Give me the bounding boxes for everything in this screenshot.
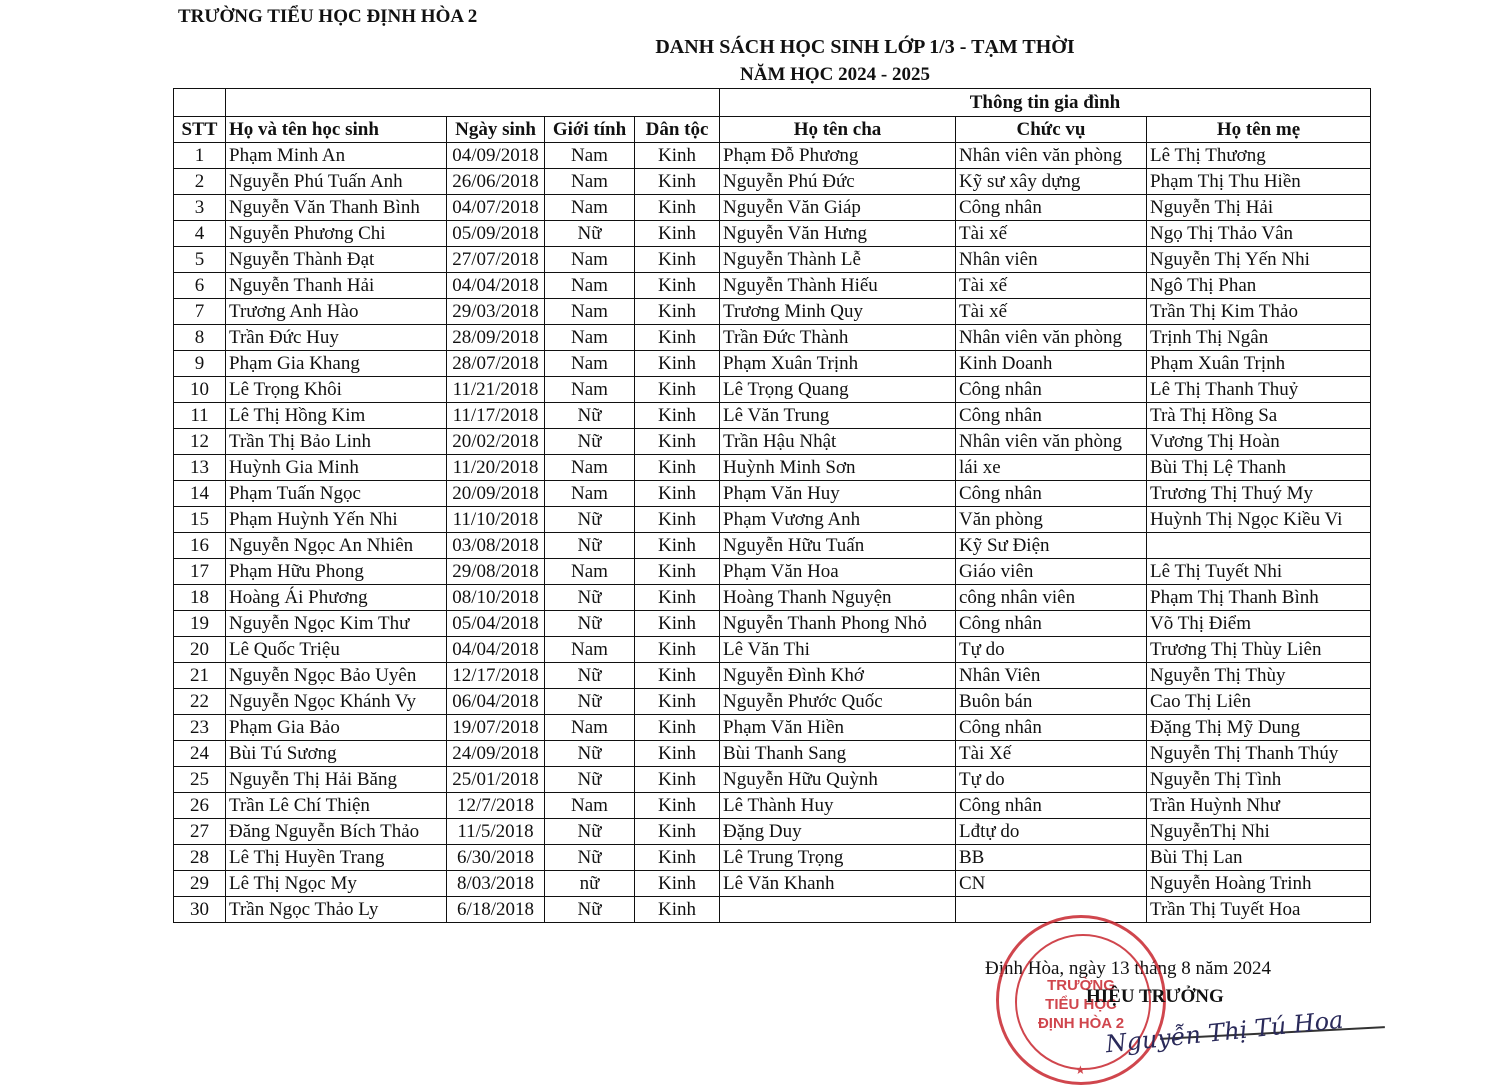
- col-ethnicity-cell: Kinh: [635, 741, 720, 767]
- table-row: [174, 559, 1371, 585]
- col-mother-name-header: Họ tên mẹ: [1147, 117, 1371, 143]
- col-father-name-cell: Nguyễn Thanh Phong Nhỏ: [720, 611, 956, 637]
- col-gender-cell: Nam: [545, 377, 635, 403]
- col-gender-cell: Nữ: [545, 403, 635, 429]
- col-student-name-cell: Huỳnh Gia Minh: [226, 455, 447, 481]
- col-student-name-cell: Trần Đức Huy: [226, 325, 447, 351]
- col-birthdate-cell: 12/7/2018: [447, 793, 545, 819]
- family-info-header: Thông tin gia đình: [720, 89, 1371, 117]
- col-birthdate-cell: 6/30/2018: [447, 845, 545, 871]
- col-ethnicity-cell: Kinh: [635, 403, 720, 429]
- col-mother-name-cell: Ngọ Thị Thảo Vân: [1147, 221, 1371, 247]
- col-father-name-cell: Lê Thành Huy: [720, 793, 956, 819]
- col-father-name-cell: Phạm Văn Hiền: [720, 715, 956, 741]
- col-student-name-cell: Trần Thị Bảo Linh: [226, 429, 447, 455]
- col-ethnicity-cell: Kinh: [635, 689, 720, 715]
- col-mother-name-cell: Đặng Thị Mỹ Dung: [1147, 715, 1371, 741]
- col-father-name-cell: [720, 897, 956, 923]
- table-row: [174, 871, 1371, 897]
- table-row: [174, 637, 1371, 663]
- col-ethnicity-cell: Kinh: [635, 377, 720, 403]
- col-mother-name-cell: Trương Thị Thuý My: [1147, 481, 1371, 507]
- col-gender-cell: Nữ: [545, 507, 635, 533]
- col-gender-cell: Nữ: [545, 221, 635, 247]
- col-student-name-cell: Phạm Hữu Phong: [226, 559, 447, 585]
- col-ethnicity-cell: Kinh: [635, 273, 720, 299]
- col-ethnicity-cell: Kinh: [635, 897, 720, 923]
- col-gender-cell: Nữ: [545, 741, 635, 767]
- col-ethnicity-cell: Kinh: [635, 585, 720, 611]
- table-row: [174, 325, 1371, 351]
- col-gender-cell: Nam: [545, 169, 635, 195]
- col-birthdate-cell: 24/09/2018: [447, 741, 545, 767]
- col-occupation-cell: Công nhân: [956, 195, 1147, 221]
- col-student-name-header: Họ và tên học sinh: [226, 117, 447, 143]
- col-mother-name-cell: Nguyễn Thị Yến Nhi: [1147, 247, 1371, 273]
- col-birthdate-cell: 20/02/2018: [447, 429, 545, 455]
- table-row: [174, 767, 1371, 793]
- col-gender-cell: Nữ: [545, 663, 635, 689]
- col-birthdate-cell: 25/01/2018: [447, 767, 545, 793]
- col-student-name-cell: Trương Anh Hào: [226, 299, 447, 325]
- col-student-name-cell: Trần Lê Chí Thiện: [226, 793, 447, 819]
- col-father-name-cell: Phạm Đỗ Phương: [720, 143, 956, 169]
- col-stt-cell: 5: [174, 247, 226, 273]
- col-gender-cell: nữ: [545, 871, 635, 897]
- principal-signature: Nguyễn Thị Tú Hoa: [1104, 1005, 1345, 1059]
- col-birthdate-cell: 04/09/2018: [447, 143, 545, 169]
- col-student-name-cell: Lê Thị Huyền Trang: [226, 845, 447, 871]
- col-birthdate-cell: 28/09/2018: [447, 325, 545, 351]
- col-father-name-cell: Nguyễn Hữu Quỳnh: [720, 767, 956, 793]
- table-row: [174, 845, 1371, 871]
- col-mother-name-cell: Nguyễn Thị Hải: [1147, 195, 1371, 221]
- col-father-name-cell: Trần Hậu Nhật: [720, 429, 956, 455]
- col-gender-cell: Nữ: [545, 585, 635, 611]
- col-stt-cell: 18: [174, 585, 226, 611]
- col-stt-cell: 30: [174, 897, 226, 923]
- col-student-name-cell: Phạm Minh An: [226, 143, 447, 169]
- col-birthdate-cell: 28/07/2018: [447, 351, 545, 377]
- col-gender-cell: Nam: [545, 481, 635, 507]
- col-gender-cell: Nam: [545, 793, 635, 819]
- table-row: [174, 793, 1371, 819]
- col-occupation-cell: [956, 897, 1147, 923]
- table-row: [174, 897, 1371, 923]
- col-mother-name-cell: NguyễnThị Nhi: [1147, 819, 1371, 845]
- col-ethnicity-cell: Kinh: [635, 325, 720, 351]
- col-mother-name-cell: Trịnh Thị Ngân: [1147, 325, 1371, 351]
- col-occupation-cell: Nhân viên văn phòng: [956, 143, 1147, 169]
- col-stt-cell: 23: [174, 715, 226, 741]
- col-stt-cell: 4: [174, 221, 226, 247]
- col-mother-name-cell: Nguyễn Thị Thùy: [1147, 663, 1371, 689]
- col-birthdate-cell: 05/09/2018: [447, 221, 545, 247]
- col-gender-cell: Nữ: [545, 897, 635, 923]
- col-occupation-cell: Tài Xế: [956, 741, 1147, 767]
- col-father-name-cell: Nguyễn Hữu Tuấn: [720, 533, 956, 559]
- col-stt-cell: 11: [174, 403, 226, 429]
- col-gender-cell: Nữ: [545, 429, 635, 455]
- col-mother-name-cell: Bùi Thị Lan: [1147, 845, 1371, 871]
- col-stt-cell: 19: [174, 611, 226, 637]
- col-stt-cell: 13: [174, 455, 226, 481]
- table-row: [174, 611, 1371, 637]
- col-birthdate-cell: 11/20/2018: [447, 455, 545, 481]
- col-mother-name-cell: Nguyễn Thị Thanh Thúy: [1147, 741, 1371, 767]
- col-ethnicity-cell: Kinh: [635, 533, 720, 559]
- school-name: TRƯỜNG TIỂU HỌC ĐỊNH HÒA 2: [178, 6, 478, 27]
- col-stt-cell: 21: [174, 663, 226, 689]
- col-mother-name-cell: Phạm Thị Thanh Bình: [1147, 585, 1371, 611]
- stamp-line: TRƯỜNG: [1047, 977, 1115, 994]
- column-header-row: [174, 117, 1371, 143]
- col-occupation-cell: Công nhân: [956, 715, 1147, 741]
- table-row: [174, 585, 1371, 611]
- table-row: [174, 143, 1371, 169]
- col-stt-cell: 1: [174, 143, 226, 169]
- col-gender-cell: Nữ: [545, 819, 635, 845]
- col-birthdate-cell: 26/06/2018: [447, 169, 545, 195]
- col-ethnicity-cell: Kinh: [635, 429, 720, 455]
- table-row: [174, 481, 1371, 507]
- table-row: [174, 377, 1371, 403]
- col-stt-cell: 10: [174, 377, 226, 403]
- col-ethnicity-cell: Kinh: [635, 663, 720, 689]
- col-student-name-cell: Phạm Gia Khang: [226, 351, 447, 377]
- col-gender-cell: Nữ: [545, 845, 635, 871]
- col-occupation-cell: Văn phòng: [956, 507, 1147, 533]
- col-gender-cell: Nam: [545, 143, 635, 169]
- col-ethnicity-cell: Kinh: [635, 169, 720, 195]
- col-ethnicity-cell: Kinh: [635, 247, 720, 273]
- col-stt-cell: 20: [174, 637, 226, 663]
- group-header-row: [174, 89, 1371, 117]
- col-father-name-cell: Phạm Vương Anh: [720, 507, 956, 533]
- table-row: [174, 429, 1371, 455]
- col-occupation-cell: Công nhân: [956, 793, 1147, 819]
- col-gender-cell: Nam: [545, 325, 635, 351]
- col-father-name-cell: Phạm Văn Hoa: [720, 559, 956, 585]
- col-father-name-cell: Huỳnh Minh Sơn: [720, 455, 956, 481]
- stamp-line: TIỂU HỌC: [1045, 996, 1117, 1013]
- col-birthdate-header: Ngày sinh: [447, 117, 545, 143]
- col-stt-cell: 15: [174, 507, 226, 533]
- col-father-name-cell: Nguyễn Phước Quốc: [720, 689, 956, 715]
- col-ethnicity-cell: Kinh: [635, 819, 720, 845]
- col-student-name-cell: Đăng Nguyễn Bích Thảo: [226, 819, 447, 845]
- col-gender-cell: Nam: [545, 273, 635, 299]
- col-student-name-cell: Nguyễn Phú Tuấn Anh: [226, 169, 447, 195]
- col-gender-cell: Nữ: [545, 689, 635, 715]
- col-ethnicity-cell: Kinh: [635, 767, 720, 793]
- col-stt-cell: 7: [174, 299, 226, 325]
- col-ethnicity-cell: Kinh: [635, 455, 720, 481]
- col-occupation-cell: Tự do: [956, 637, 1147, 663]
- col-stt-cell: 3: [174, 195, 226, 221]
- col-ethnicity-cell: Kinh: [635, 871, 720, 897]
- col-birthdate-cell: 04/04/2018: [447, 637, 545, 663]
- col-student-name-cell: Lê Quốc Triệu: [226, 637, 447, 663]
- col-father-name-cell: Lê Văn Khanh: [720, 871, 956, 897]
- col-stt-cell: 9: [174, 351, 226, 377]
- table-row: [174, 819, 1371, 845]
- col-gender-cell: Nam: [545, 637, 635, 663]
- col-father-name-cell: Nguyễn Văn Hưng: [720, 221, 956, 247]
- col-father-name-cell: Nguyễn Phú Đức: [720, 169, 956, 195]
- school-year: NĂM HỌC 2024 - 2025: [740, 64, 930, 85]
- table-row: [174, 299, 1371, 325]
- col-stt-cell: 28: [174, 845, 226, 871]
- principal-title: HIỆU TRƯỞNG: [1086, 986, 1224, 1007]
- table-row: [174, 715, 1371, 741]
- col-occupation-cell: Buôn bán: [956, 689, 1147, 715]
- col-stt-cell: 27: [174, 819, 226, 845]
- col-ethnicity-cell: Kinh: [635, 611, 720, 637]
- col-occupation-cell: Lđtự do: [956, 819, 1147, 845]
- col-father-name-cell: Hoàng Thanh Nguyện: [720, 585, 956, 611]
- col-mother-name-cell: Trần Thị Kim Thảo: [1147, 299, 1371, 325]
- col-father-name-cell: Nguyễn Đình Khớ: [720, 663, 956, 689]
- col-birthdate-cell: 08/10/2018: [447, 585, 545, 611]
- col-birthdate-cell: 8/03/2018: [447, 871, 545, 897]
- document-title: DANH SÁCH HỌC SINH LỚP 1/3 - TẠM THỜI: [655, 36, 1075, 58]
- table-row: [174, 533, 1371, 559]
- col-ethnicity-header: Dân tộc: [635, 117, 720, 143]
- col-father-name-cell: Trương Minh Quy: [720, 299, 956, 325]
- col-student-name-cell: Trần Ngọc Thảo Ly: [226, 897, 447, 923]
- table-row: [174, 663, 1371, 689]
- col-student-name-cell: Phạm Huỳnh Yến Nhi: [226, 507, 447, 533]
- col-student-name-cell: Nguyễn Thanh Hải: [226, 273, 447, 299]
- col-gender-cell: Nam: [545, 299, 635, 325]
- col-father-name-cell: Đặng Duy: [720, 819, 956, 845]
- col-stt-cell: 2: [174, 169, 226, 195]
- col-occupation-cell: Tự do: [956, 767, 1147, 793]
- col-student-name-cell: Hoàng Ái Phương: [226, 585, 447, 611]
- col-student-name-cell: Phạm Tuấn Ngọc: [226, 481, 447, 507]
- col-father-name-cell: Nguyễn Văn Giáp: [720, 195, 956, 221]
- col-mother-name-cell: Phạm Xuân Trịnh: [1147, 351, 1371, 377]
- col-stt-cell: 8: [174, 325, 226, 351]
- col-occupation-cell: Tài xế: [956, 299, 1147, 325]
- col-student-name-cell: Nguyễn Ngọc Bảo Uyên: [226, 663, 447, 689]
- signing-date: Định Hòa, ngày 13 tháng 8 năm 2024: [985, 958, 1272, 979]
- col-birthdate-cell: 29/08/2018: [447, 559, 545, 585]
- header-blank: [174, 89, 226, 117]
- col-occupation-cell: Nhân viên văn phòng: [956, 429, 1147, 455]
- col-occupation-cell: BB: [956, 845, 1147, 871]
- col-occupation-cell: Công nhân: [956, 611, 1147, 637]
- col-gender-cell: Nam: [545, 351, 635, 377]
- col-gender-cell: Nam: [545, 715, 635, 741]
- col-stt-cell: 22: [174, 689, 226, 715]
- col-father-name-cell: Lê Văn Thi: [720, 637, 956, 663]
- col-father-name-cell: Lê Văn Trung: [720, 403, 956, 429]
- col-student-name-cell: Lê Thị Ngọc My: [226, 871, 447, 897]
- table-row: [174, 507, 1371, 533]
- col-birthdate-cell: 11/5/2018: [447, 819, 545, 845]
- col-student-name-cell: Nguyễn Văn Thanh Bình: [226, 195, 447, 221]
- col-father-name-cell: Lê Trung Trọng: [720, 845, 956, 871]
- table-row: [174, 351, 1371, 377]
- col-student-name-cell: Nguyễn Phương Chi: [226, 221, 447, 247]
- table-row: [174, 221, 1371, 247]
- col-father-name-cell: Nguyễn Thành Lễ: [720, 247, 956, 273]
- col-occupation-cell: Nhân Viên: [956, 663, 1147, 689]
- col-occupation-cell: Tài xế: [956, 221, 1147, 247]
- col-mother-name-cell: Phạm Thị Thu Hiền: [1147, 169, 1371, 195]
- table-row: [174, 741, 1371, 767]
- col-student-name-cell: Lê Trọng Khôi: [226, 377, 447, 403]
- col-ethnicity-cell: Kinh: [635, 715, 720, 741]
- col-mother-name-cell: Nguyễn Thị Tình: [1147, 767, 1371, 793]
- col-stt-cell: 25: [174, 767, 226, 793]
- col-birthdate-cell: 27/07/2018: [447, 247, 545, 273]
- col-student-name-cell: Nguyễn Ngọc Kim Thư: [226, 611, 447, 637]
- col-stt-cell: 29: [174, 871, 226, 897]
- table-row: [174, 169, 1371, 195]
- col-occupation-cell: CN: [956, 871, 1147, 897]
- col-birthdate-cell: 05/04/2018: [447, 611, 545, 637]
- col-ethnicity-cell: Kinh: [635, 221, 720, 247]
- table-body: [174, 143, 1371, 923]
- col-student-name-cell: Bùi Tú Sương: [226, 741, 447, 767]
- col-mother-name-cell: Trần Thị Tuyết Hoa: [1147, 897, 1371, 923]
- col-mother-name-cell: Cao Thị Liên: [1147, 689, 1371, 715]
- col-mother-name-cell: Lê Thị Thương: [1147, 143, 1371, 169]
- col-occupation-cell: Giáo viên: [956, 559, 1147, 585]
- student-table: [173, 88, 1371, 923]
- col-mother-name-cell: Lê Thị Thanh Thuỷ: [1147, 377, 1371, 403]
- col-mother-name-cell: Trương Thị Thùy Liên: [1147, 637, 1371, 663]
- col-stt-cell: 17: [174, 559, 226, 585]
- table-row: [174, 273, 1371, 299]
- col-birthdate-cell: 29/03/2018: [447, 299, 545, 325]
- col-gender-cell: Nam: [545, 195, 635, 221]
- col-ethnicity-cell: Kinh: [635, 351, 720, 377]
- star-icon: ★: [1075, 1063, 1086, 1077]
- col-gender-cell: Nữ: [545, 611, 635, 637]
- col-gender-cell: Nữ: [545, 767, 635, 793]
- col-birthdate-cell: 06/04/2018: [447, 689, 545, 715]
- col-ethnicity-cell: Kinh: [635, 845, 720, 871]
- stamp-line: ĐỊNH HÒA 2: [1037, 1015, 1125, 1032]
- col-mother-name-cell: Võ Thị Điểm: [1147, 611, 1371, 637]
- col-ethnicity-cell: Kinh: [635, 143, 720, 169]
- col-father-name-header: Họ tên cha: [720, 117, 956, 143]
- col-mother-name-cell: Trần Huỳnh Như: [1147, 793, 1371, 819]
- col-father-name-cell: Nguyễn Thành Hiếu: [720, 273, 956, 299]
- col-ethnicity-cell: Kinh: [635, 481, 720, 507]
- col-occupation-cell: công nhân viên: [956, 585, 1147, 611]
- col-occupation-cell: Kinh Doanh: [956, 351, 1147, 377]
- col-occupation-cell: lái xe: [956, 455, 1147, 481]
- table-row: [174, 689, 1371, 715]
- col-occupation-cell: Nhân viên văn phòng: [956, 325, 1147, 351]
- col-birthdate-cell: 11/10/2018: [447, 507, 545, 533]
- col-stt-header: STT: [174, 117, 226, 143]
- col-father-name-cell: Lê Trọng Quang: [720, 377, 956, 403]
- col-gender-cell: Nữ: [545, 533, 635, 559]
- col-mother-name-cell: [1147, 533, 1371, 559]
- col-birthdate-cell: 11/17/2018: [447, 403, 545, 429]
- col-father-name-cell: Phạm Văn Huy: [720, 481, 956, 507]
- col-ethnicity-cell: Kinh: [635, 637, 720, 663]
- col-gender-cell: Nam: [545, 455, 635, 481]
- col-birthdate-cell: 03/08/2018: [447, 533, 545, 559]
- col-mother-name-cell: Lê Thị Tuyết Nhi: [1147, 559, 1371, 585]
- col-ethnicity-cell: Kinh: [635, 793, 720, 819]
- col-gender-header: Giới tính: [545, 117, 635, 143]
- col-birthdate-cell: 04/04/2018: [447, 273, 545, 299]
- col-birthdate-cell: 20/09/2018: [447, 481, 545, 507]
- col-stt-cell: 24: [174, 741, 226, 767]
- col-birthdate-cell: 6/18/2018: [447, 897, 545, 923]
- col-student-name-cell: Lê Thị Hồng Kim: [226, 403, 447, 429]
- col-occupation-cell: Công nhân: [956, 481, 1147, 507]
- col-father-name-cell: Phạm Xuân Trịnh: [720, 351, 956, 377]
- col-ethnicity-cell: Kinh: [635, 299, 720, 325]
- table-row: [174, 247, 1371, 273]
- col-stt-cell: 16: [174, 533, 226, 559]
- col-occupation-cell: Nhân viên: [956, 247, 1147, 273]
- col-occupation-cell: Công nhân: [956, 403, 1147, 429]
- col-student-name-cell: Phạm Gia Bảo: [226, 715, 447, 741]
- col-mother-name-cell: Ngô Thị Phan: [1147, 273, 1371, 299]
- col-occupation-cell: Tài xế: [956, 273, 1147, 299]
- col-father-name-cell: Bùi Thanh Sang: [720, 741, 956, 767]
- header-blank: [226, 89, 720, 117]
- col-student-name-cell: Nguyễn Ngọc Khánh Vy: [226, 689, 447, 715]
- col-gender-cell: Nam: [545, 559, 635, 585]
- col-stt-cell: 12: [174, 429, 226, 455]
- col-birthdate-cell: 19/07/2018: [447, 715, 545, 741]
- col-occupation-cell: Công nhân: [956, 377, 1147, 403]
- col-mother-name-cell: Trà Thị Hồng Sa: [1147, 403, 1371, 429]
- col-mother-name-cell: Nguyễn Hoàng Trinh: [1147, 871, 1371, 897]
- col-mother-name-cell: Bùi Thị Lệ Thanh: [1147, 455, 1371, 481]
- col-birthdate-cell: 11/21/2018: [447, 377, 545, 403]
- col-student-name-cell: Nguyễn Thành Đạt: [226, 247, 447, 273]
- col-stt-cell: 6: [174, 273, 226, 299]
- col-birthdate-cell: 12/17/2018: [447, 663, 545, 689]
- col-mother-name-cell: Vương Thị Hoàn: [1147, 429, 1371, 455]
- col-mother-name-cell: Huỳnh Thị Ngọc Kiều Vi: [1147, 507, 1371, 533]
- table-row: [174, 403, 1371, 429]
- col-student-name-cell: Nguyễn Ngọc An Nhiên: [226, 533, 447, 559]
- col-ethnicity-cell: Kinh: [635, 559, 720, 585]
- col-gender-cell: Nam: [545, 247, 635, 273]
- col-birthdate-cell: 04/07/2018: [447, 195, 545, 221]
- col-stt-cell: 26: [174, 793, 226, 819]
- col-ethnicity-cell: Kinh: [635, 507, 720, 533]
- col-ethnicity-cell: Kinh: [635, 195, 720, 221]
- col-father-name-cell: Trần Đức Thành: [720, 325, 956, 351]
- table-row: [174, 455, 1371, 481]
- col-stt-cell: 14: [174, 481, 226, 507]
- col-occupation-header: Chức vụ: [956, 117, 1147, 143]
- table-row: [174, 195, 1371, 221]
- col-occupation-cell: Kỹ Sư Điện: [956, 533, 1147, 559]
- col-occupation-cell: Kỹ sư xây dựng: [956, 169, 1147, 195]
- col-student-name-cell: Nguyễn Thị Hải Băng: [226, 767, 447, 793]
